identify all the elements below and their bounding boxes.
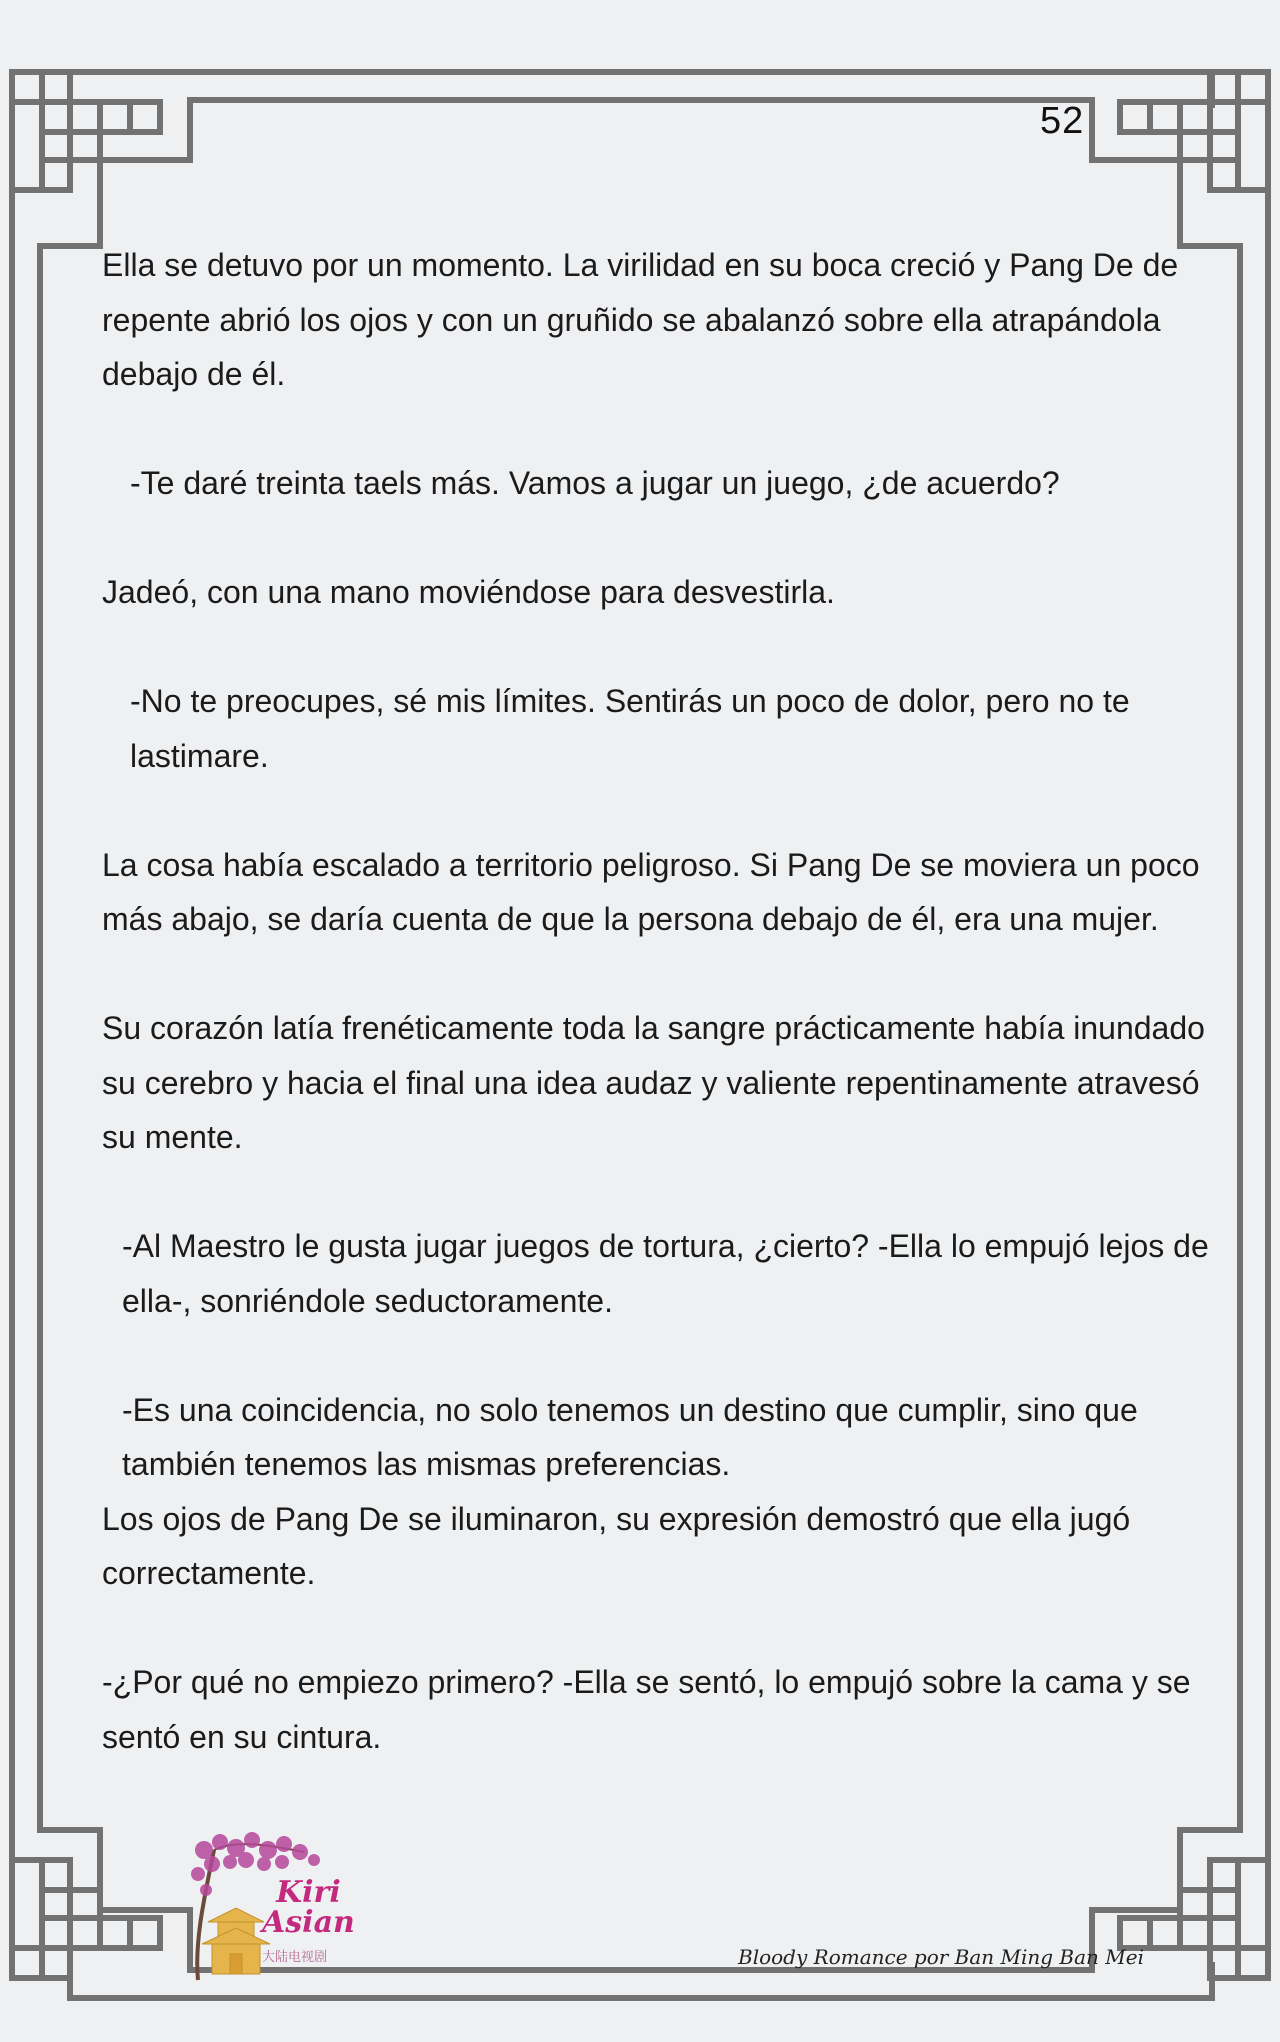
paragraph: Los ojos de Pang De se iluminaron, su expresión demostró que ella jugó correctamente. <box>102 1500 1131 1591</box>
dialogue-paragraph: -¿Por qué no empiezo primero? -Ella se sentó, lo empujó sobre la cama y se sentó en su cintura. <box>102 1664 1191 1755</box>
footer-credit: Bloody Romance por Ban Ming Ban Mei <box>738 1945 1145 1969</box>
logo-wordmark <box>262 1875 355 1940</box>
paragraph: Ella se detuvo por un momento. La virilidad en su boca creció y Pang De de repente abrió los ojos y con un gruñido se abalanzó sobre ella atrapándola debajo de él. <box>102 247 1179 392</box>
logo-name-line1: Kiri <box>276 1875 341 1910</box>
logo-name-line2: Asian <box>262 1905 355 1940</box>
dialogue-paragraph: -Te daré treinta taels más. Vamos a jugar un juego, ¿de acuerdo? <box>130 465 1060 501</box>
paragraph: Su corazón latía frenéticamente toda la sangre prácticamente había inundado su cerebro y hacia el final una idea audaz y valiente repentinamente atravesó su mente. <box>102 1010 1205 1155</box>
paragraph: Jadeó, con una mano moviéndose para desvestirla. <box>102 574 835 610</box>
page-number: 52 <box>1040 100 1085 142</box>
story-text <box>102 238 1212 1764</box>
dialogue-paragraph: -Al Maestro le gusta jugar juegos de tortura, ¿cierto? -Ella lo empujó lejos de ella-, sonriéndole seductoramente. <box>122 1228 1209 1319</box>
logo-subtitle: 大陆电视剧 <box>262 1949 328 1964</box>
dialogue-paragraph: -Es una coincidencia, no solo tenemos un destino que cumplir, sino que también tenemos las mismas preferencias. <box>122 1391 1138 1482</box>
dialogue-paragraph: -No te preocupes, sé mis límites. Sentirás un poco de dolor, pero no te lastimare. <box>130 683 1130 774</box>
paragraph: La cosa había escalado a territorio peligroso. Si Pang De se moviera un poco más abajo, se daría cuenta de que la persona debajo de él, era una mujer. <box>102 846 1200 937</box>
